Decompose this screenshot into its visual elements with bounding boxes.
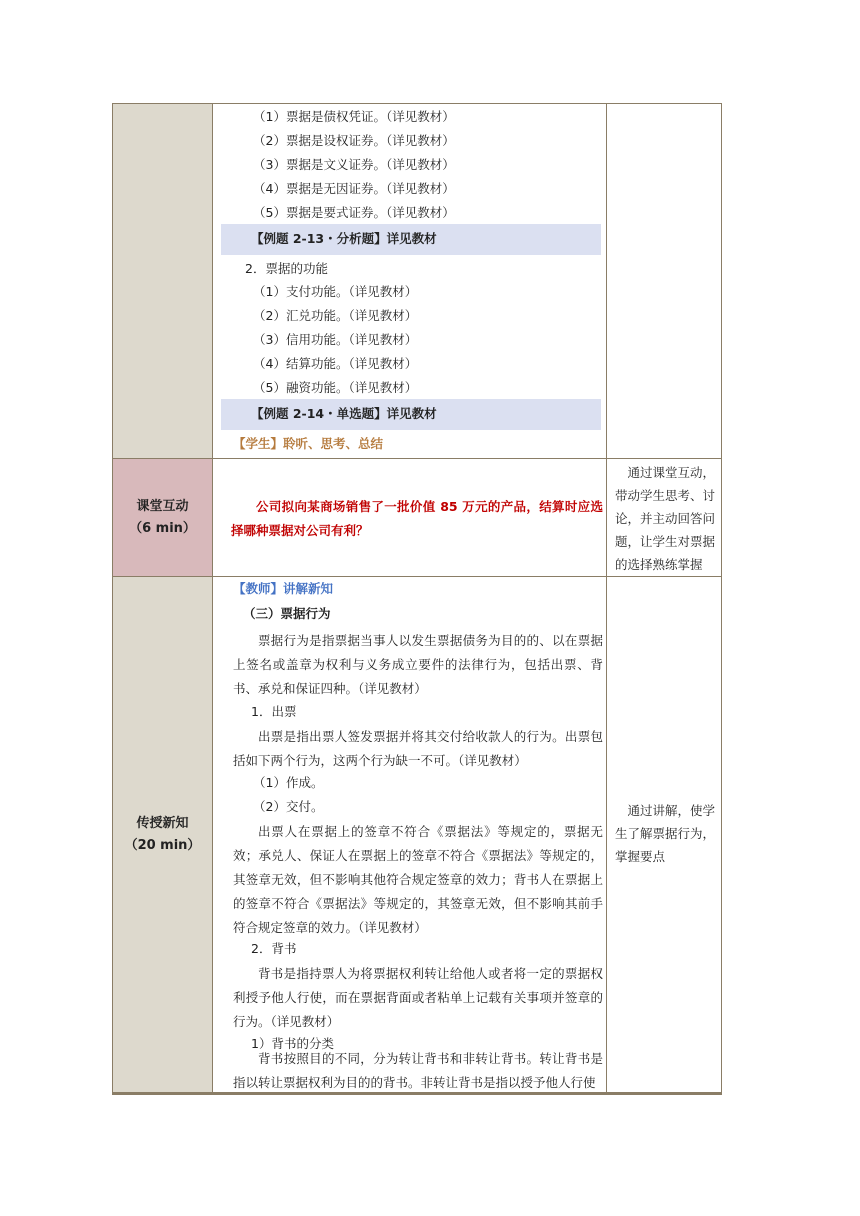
table-row — [113, 104, 721, 459]
row-label-title: 传授新知 — [136, 815, 189, 831]
list-item: （3）信用功能。（详见教材） — [253, 332, 418, 347]
list-item: （5）票据是要式证券。（详见教材） — [253, 205, 455, 220]
paragraph: 出票是指出票人签发票据并将其交付给收款人的行为。出票包括如下两个行为，这两个行为缺一不可。（详见教材） — [233, 729, 603, 768]
teacher-activity: 【教师】讲解新知 — [233, 581, 334, 596]
list-item: （1）作成。 — [253, 775, 324, 790]
row-content-cell — [213, 459, 607, 576]
example-label: 【例题 2-13・分析题】详见教材 — [251, 231, 437, 246]
row-note-cell — [607, 104, 721, 458]
table-row — [113, 459, 721, 577]
list-item: （2）票据是设权证券。（详见教材） — [253, 133, 455, 148]
row-label-title: 课堂互动 — [136, 498, 189, 514]
row-content-cell — [213, 104, 607, 458]
row-note-cell — [607, 459, 721, 576]
list-item: （1）支付功能。（详见教材） — [253, 284, 418, 299]
row-label — [113, 496, 212, 540]
example-label: 【例题 2-14・单选题】详见教材 — [251, 406, 437, 421]
list-item: （2）交付。 — [253, 799, 324, 814]
row-note: 通过讲解，使学生了解票据行为，掌握要点 — [615, 803, 716, 864]
list-item: （4）结算功能。（详见教材） — [253, 356, 418, 371]
paragraph: 出票人在票据上的签章不符合《票据法》等规定的，票据无效；承兑人、保证人在票据上的签章不符合《票据法》等规定的，其签章无效，但不影响其他符合规定签章的效力；背书人在票据上的签章不符合《票据法》等规定的，其签章无效，但不影响其前手符合规定签章的效力。（详见教材） — [233, 824, 603, 935]
interaction-question: 公司拟向某商场销售了一批价值 85 万元的产品，结算时应选择哪种票据对公司有利？ — [231, 499, 603, 538]
lesson-plan-table — [112, 103, 722, 1093]
list-item: （1）票据是债权凭证。（详见教材） — [253, 109, 455, 124]
row-label — [113, 813, 212, 857]
example-band — [221, 399, 601, 430]
list-item: （4）票据是无因证券。（详见教材） — [253, 181, 455, 196]
paragraph: 背书是指持票人为将票据权利转让给他人或者将一定的票据权利授予他人行使，而在票据背面或者粘单上记载有关事项并签章的行为。（详见教材） — [233, 966, 603, 1029]
example-band — [221, 224, 601, 255]
row-label-cell — [113, 104, 213, 458]
row-label-cell — [113, 459, 213, 576]
list-item: （3）票据是文义证券。（详见教材） — [253, 157, 455, 172]
row-note-cell — [607, 577, 721, 1092]
row-label-cell — [113, 577, 213, 1092]
list-item: （5）融资功能。（详见教材） — [253, 380, 418, 395]
paragraph: 票据行为是指票据当事人以发生票据债务为目的的、以在票据上签名或盖章为权利与义务成立要件的法律行为，包括出票、背书、承兑和保证四种。（详见教材） — [233, 633, 603, 696]
row-label-duration: （20 min） — [124, 837, 201, 853]
subsection-title: 2．背书 — [251, 941, 297, 956]
section-title: 2．票据的功能 — [245, 261, 328, 276]
list-item: （2）汇兑功能。（详见教材） — [253, 308, 418, 323]
student-activity: 【学生】聆听、思考、总结 — [233, 436, 384, 451]
sub-subsection-title: 1）背书的分类 — [251, 1036, 334, 1051]
subsection-title: 1．出票 — [251, 704, 297, 719]
paragraph: 背书按照目的不同，分为转让背书和非转让背书。转让背书是指以转让票据权利为目的的背书。非转让背书是指以授予他人行使 — [233, 1051, 603, 1090]
section-heading: （三）票据行为 — [243, 606, 331, 621]
row-note: 通过课堂互动，带动学生思考、讨论，并主动回答问题，让学生对票据的选择熟练掌握 — [615, 465, 716, 572]
table-row — [113, 577, 721, 1092]
row-label-duration: （6 min） — [129, 520, 196, 536]
row-content-cell — [213, 577, 607, 1092]
